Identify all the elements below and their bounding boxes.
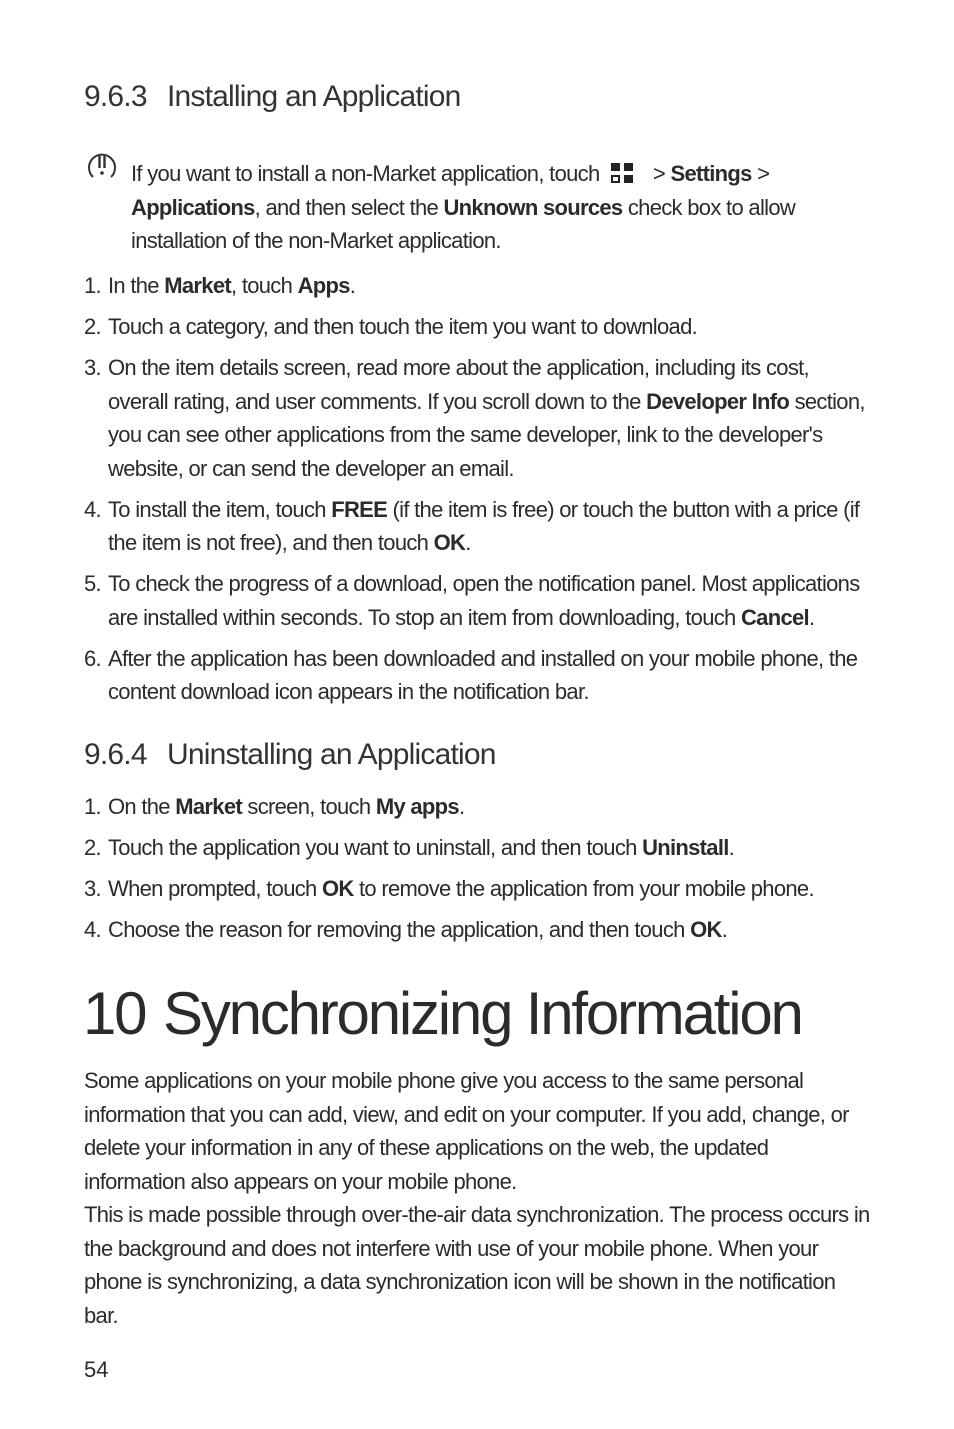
step-bold-text: OK [690,917,722,942]
note-text-3: > [751,161,770,186]
chapter-number: 10 [83,980,146,1047]
step-bold-text: Uninstall [642,835,729,860]
step-text: To check the progress of a download, open the notification panel. Most applications are installed within seconds. To stop an item from downloading, touch [108,571,860,630]
section-heading-9-6-4 [84,738,496,772]
step-number: 1. [84,794,101,819]
note-text [131,157,851,258]
section-title: Uninstalling an Application [167,738,496,771]
page-number: 54 [84,1357,109,1382]
list-item [84,269,874,303]
note-unknown-sources: Unknown sources [443,194,623,220]
step-text: . [721,917,728,942]
step-number: 3. [84,876,101,901]
note-text-1: If you want to install a non-Market application, touch [131,161,600,186]
step-number: 4. [84,496,101,522]
step-text: Touch the application you want to uninstall, and then touch [108,835,643,860]
step-text: When prompted, touch [108,876,322,901]
step-text: to remove the application from your mobile phone. [353,876,814,901]
list-item [84,790,874,824]
note-text-5: check box to allow installation of the non-Market application. [131,194,796,253]
list-item [84,310,874,344]
step-number: 5. [84,571,101,596]
step-text: . [808,604,815,630]
list-item [84,872,874,906]
exclamation-circle-icon [86,150,118,182]
step-text: In the [108,273,165,298]
step-text: screen, touch [242,794,376,819]
step-bold-text: FREE [331,496,388,522]
note-settings: Settings [670,161,752,186]
step-bold-text: Cancel [740,604,809,630]
step-bold-text: Apps [297,273,350,298]
list-item [84,351,874,485]
step-text: . [728,835,735,860]
step-text: . [349,273,356,298]
section-number: 9.6.4 [84,738,147,771]
step-number: 6. [84,645,101,671]
step-text: section, you can see other applications from the same developer, link to the developer's website, or can send the developer an email. [108,388,865,481]
uninstall-steps-list [84,790,874,947]
step-bold-text: My apps [375,794,459,819]
step-text: Touch a category, and then touch the item you want to download. [108,314,698,339]
note-text-2: > [647,161,671,186]
section-title: Installing an Application [167,80,461,113]
step-text: After the application has been downloaded and installed on your mobile phone, the content download icon appears in the notification bar. [108,645,858,704]
apps-grid-icon [611,163,637,185]
step-bold-text: Market [164,273,231,298]
step-number: 4. [84,917,101,942]
paragraph: This is made possible through over-the-air data synchronization. The process occurs in the background and does not interfere with use of your mobile phone. When your phone is synchronizing, a data synchronization icon will be shown in the notification bar. [84,1202,870,1328]
step-text: . [465,530,471,555]
list-item [84,913,874,947]
list-item [84,642,874,709]
step-text: (if the item is free) or touch the button with a price (if the item is not free), and then touch [108,496,860,555]
step-text: , touch [231,273,298,298]
step-number: 2. [84,835,101,860]
step-text: . [458,794,465,819]
install-steps-list [84,269,874,709]
step-text: Choose the reason for removing the application, and then touch [108,917,691,942]
step-text: On the item details screen, read more about the application, including its cost, overall rating, and user comments. If you scroll down to the [108,355,809,414]
section-number: 9.6.3 [84,80,147,113]
section-heading-9-6-3 [84,80,461,114]
step-bold-text: Market [175,794,242,819]
step-bold-text: Developer Info [646,388,790,414]
step-bold-text: OK [321,876,354,901]
chapter-body [84,1064,874,1332]
note-text-4: , and then select the [254,194,444,220]
list-item [84,831,874,865]
step-number: 1. [84,273,101,298]
note-applications: Applications [131,194,255,220]
step-number: 2. [84,314,101,339]
step-text: On the [108,794,176,819]
list-item [84,493,874,560]
chapter-title: Synchronizing Information [163,980,802,1047]
step-number: 3. [84,355,101,380]
paragraph: Some applications on your mobile phone give you access to the same personal information that you can add, view, and edit on your computer. If you add, change, or delete your information in any of these applications on the web, the updated information also appears on your mobile phone. [84,1068,849,1194]
chapter-heading-10 [83,979,802,1048]
step-text: To install the item, touch [108,496,332,522]
step-bold-text: OK [433,530,466,555]
list-item [84,567,874,634]
